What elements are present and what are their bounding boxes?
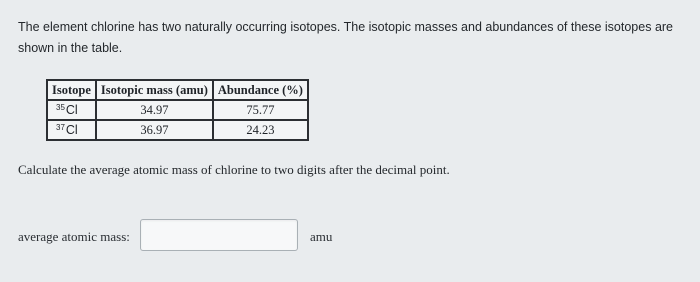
header-isotope: Isotope bbox=[47, 80, 96, 100]
isotope-cell bbox=[47, 100, 96, 120]
isotopic-mass-cell: 34.97 bbox=[96, 100, 213, 120]
unit-label: amu bbox=[310, 229, 333, 244]
isotope-table bbox=[46, 79, 309, 141]
problem-intro: The element chlorine has two naturally occurring isotopes. The isotopic masses and abundances of these isotopes are shown in the table. bbox=[18, 20, 674, 55]
table-row bbox=[47, 100, 308, 120]
table-header-row bbox=[47, 80, 308, 100]
mass-number: 37 bbox=[56, 123, 65, 132]
mass-number: 35 bbox=[56, 103, 65, 112]
answer-label: average atomic mass: bbox=[18, 229, 130, 244]
average-atomic-mass-input[interactable] bbox=[140, 219, 298, 251]
isotope-cell bbox=[47, 120, 96, 140]
table-row bbox=[47, 120, 308, 140]
element-symbol: Cl bbox=[65, 103, 78, 117]
isotope-table-container bbox=[46, 79, 309, 141]
isotopic-mass-cell: 36.97 bbox=[96, 120, 213, 140]
abundance-cell: 24.23 bbox=[213, 120, 308, 140]
problem-question: Calculate the average atomic mass of chlorine to two digits after the decimal point. bbox=[18, 162, 450, 177]
header-abundance: Abundance (%) bbox=[213, 80, 308, 100]
abundance-cell: 75.77 bbox=[213, 100, 308, 120]
element-symbol: Cl bbox=[65, 123, 78, 137]
header-isotopic-mass: Isotopic mass (amu) bbox=[96, 80, 213, 100]
